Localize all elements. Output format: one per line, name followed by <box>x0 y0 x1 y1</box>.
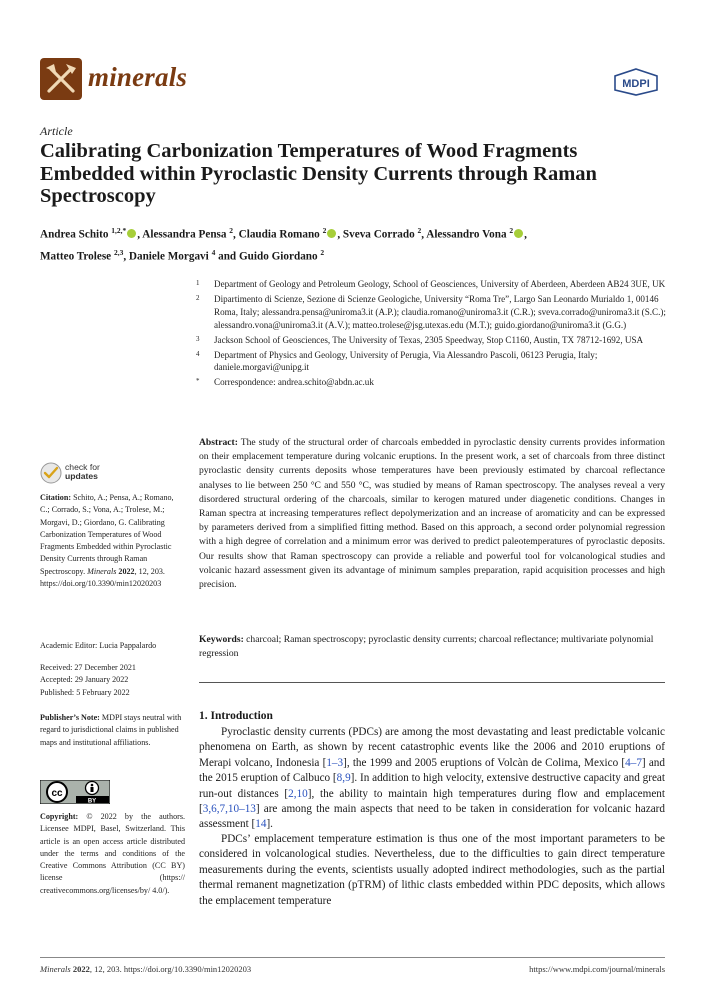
academic-editor: Academic Editor: Lucia Pappalardo <box>40 641 157 650</box>
abstract-text: The study of the structural order of charcoals embedded in pyroclastic density currents provides information on their emplacement temperature during volcanic eruptions. In the present work, a set of charcoals from three distinct pyroclastic density currents deposits whose temperatures have been previously estimated by charcoal reflectance analyses to lie between 250 °C and 550 °C, was studied by means of Raman spectroscopy. The analyses reveal a very disordered structural ordering of the charcoals, similar to kerogen matured under diagenetic conditions. Changes in Raman spectra at increasing temperatures reflect depolymerization and an increase of aromaticity and can be expressed by parameters derived from a simplified fitting method. Based on this approach, a second order polynomial regression with a high degree of correlation and a minimum error was derived to predict paleotemperatures of pyroclastic deposits. Our results show that Raman spectroscopy can provide a reliable and powerful tool for volcanological studies and volcanic hazard assessment given its advantage of minimum samples preparation, rapid acquisition processes and high precision. <box>199 437 665 591</box>
author-affiliation-marker: 2 <box>509 226 514 235</box>
citation-year: 2022 <box>118 566 135 576</box>
keywords <box>199 633 665 661</box>
cc-by-license-icon[interactable] <box>40 780 110 804</box>
check-updates-line1: check for <box>65 462 100 472</box>
author-affiliation-marker: 1,2,* <box>111 226 127 235</box>
author-name: Claudia Romano <box>238 228 323 241</box>
article-title: Calibrating Carbonization Temperatures of Wood Fragments Embedded within Pyroclastic Density Currents through Raman Spectroscopy <box>40 140 597 207</box>
citation-doi[interactable]: , 12, 203. https://doi.org/10.3390/min12020203 <box>40 566 165 589</box>
reference-link[interactable]: 1–3 <box>326 756 344 769</box>
affiliation-number: 2 <box>196 293 200 302</box>
author-name: Alessandra Pensa <box>142 228 230 241</box>
check-for-updates-button[interactable] <box>40 462 160 488</box>
section-divider <box>199 682 665 683</box>
reference-link[interactable]: 14 <box>255 818 267 831</box>
affiliation-item <box>196 376 666 389</box>
check-updates-line2: updates <box>65 471 98 481</box>
accepted-date: Accepted: 29 January 2022 <box>40 675 129 685</box>
reference-link[interactable]: 3,6,7,10–13 <box>202 803 256 816</box>
affiliation-item <box>196 349 666 375</box>
citation-journal: Minerals <box>87 566 117 576</box>
check-updates-icon <box>40 462 62 484</box>
footer-journal-url[interactable]: https://www.mdpi.com/journal/minerals <box>529 964 665 974</box>
publisher-name: MDPI <box>622 78 650 90</box>
author-affiliation-marker: 2 <box>320 247 325 257</box>
author-affiliation-marker: 4 <box>211 247 216 257</box>
affiliation-text: Jackson School of Geosciences, The University of Texas, 2305 Speedway, Stop C1160, Austin, TX 78712-1692, USA <box>214 334 644 345</box>
author-affiliation-marker: 2 <box>229 226 234 235</box>
reference-link[interactable]: 4–7 <box>625 756 642 769</box>
svg-text:cc: cc <box>51 788 63 799</box>
published-date: Published: 5 February 2022 <box>40 687 130 697</box>
author-name: Guido Giordano <box>238 250 321 263</box>
author-name: Andrea Schito <box>40 228 112 241</box>
affiliation-item <box>196 293 666 332</box>
journal-name: minerals <box>88 62 188 92</box>
citation <box>40 492 185 590</box>
orcid-icon[interactable] <box>514 229 523 238</box>
mdpi-logo-icon <box>613 68 659 96</box>
affiliation-item <box>196 278 666 291</box>
citation-text: Schito, A.; Pensa, A.; Romano, C.; Corrado, S.; Vona, A.; Trolese, M.; Morgavi, D.; Giordano, G. Calibrating Carbonization Temperatures of Wood Fragments Embedded within Pyroclastic Density Currents through Raman Spectroscopy. <box>40 493 174 576</box>
author-name: Sveva Corrado <box>342 228 418 241</box>
keywords-label: Keywords: <box>199 634 244 645</box>
article-type: Article <box>40 124 73 138</box>
publication-dates <box>40 662 185 699</box>
cc-by-label: BY <box>87 798 97 804</box>
author-affiliation-marker: 2 <box>322 226 327 235</box>
section-heading: 1. Introduction <box>199 710 273 722</box>
affiliation-text: Correspondence: andrea.schito@abdn.ac.uk <box>214 377 374 388</box>
author-affiliation-marker: 2 <box>417 226 422 235</box>
reference-link[interactable]: 8,9 <box>336 772 351 785</box>
citation-label: Citation: <box>40 493 72 502</box>
received-date: Received: 27 December 2021 <box>40 663 136 672</box>
copyright-text: © 2022 by the authors. Licensee MDPI, Basel, Switzerland. This article is an open access article distributed under the terms and conditions of the Creative Commons Attribution (CC BY) license (https:// creativecommons.org/licenses/by/ 4.0/). <box>40 812 185 895</box>
affiliation-number: * <box>196 377 200 386</box>
author-list: Andrea Schito $^{1,2,*}$ , Alessandra Pensa $^2$, Claudia Romano $^2$ , Sveva Corrado $^2$, Alessandro Vona $^2$ , Matteo Trolese $^{2,3}$, Daniele Morgavi $^4$ and Guido Giordano $^2$ <box>40 226 527 263</box>
publisher-note-text: MDPI stays neutral with regard to jurisdictional claims in published maps and institutional affiliations. <box>40 713 182 747</box>
publisher-note <box>40 712 185 749</box>
affiliation-number: 3 <box>196 334 200 343</box>
orcid-icon[interactable] <box>327 229 336 238</box>
orcid-icon[interactable] <box>127 229 136 238</box>
author-name: Alessandro Vona <box>426 228 510 241</box>
copyright-label: Copyright: <box>40 812 79 821</box>
keywords-text: charcoal; Raman spectroscopy; pyroclastic density currents; charcoal reflectance; multivariate polynomial regression <box>199 634 654 660</box>
footer-journal: Minerals <box>40 964 71 974</box>
publisher-note-label: Publisher’s Note: <box>40 713 100 722</box>
footer-doi[interactable]: , 12, 203. https://doi.org/10.3390/min12020203 <box>89 964 252 974</box>
author-affiliation-marker: 2,3 <box>113 247 124 257</box>
intro-paragraph-2: PDCs’ emplacement temperature estimation is thus one of the most important parameters to be considered in volcanological studies. Nevertheless, due to the difficulties to gain direct temperature measurements during the events, scientists usually adopted indirect methodologies, such as the partial thermal remanent magnetization (pTRM) of lithic clasts embedded within PDC deposits, which allows the emplacement temperature <box>199 833 665 907</box>
footer-year: 2022 <box>72 964 90 974</box>
copyright <box>40 811 185 897</box>
affiliation-item <box>196 334 666 347</box>
affiliation-list <box>196 278 666 391</box>
intro-paragraph-1: Pyroclastic density currents (PDCs) are among the most devastating and least predictable volcanic phenomena on Earth, as shown by recent catastrophic events like the 2006 and 2010 eruptions of Merapi volcano, Indonesia [1–3], the 1999 and 2005 eruptions of Volcàn de Colima, Mexico [4–7] and the 2015 eruption of Calbuco [8,9]. In addition to high velocity, extensive destructive capacity and great run-out distances [2,10], the ability to maintain high temperatures during flow and emplacement [3,6,7,10–13] are among the main aspects that need to be taken in consideration for volcanic hazard assessment [14]. <box>199 726 666 831</box>
affiliation-number: 4 <box>196 349 200 358</box>
affiliation-text: Department of Geology and Petroleum Geology, School of Geosciences, University of Aberdeen, Aberdeen AB24 3UE, UK <box>214 279 666 289</box>
affiliation-text: Department of Physics and Geology, University of Perugia, Via Alessandro Pascoli, 06123 Perugia, Italy; daniele.morgavi@unipg.it <box>214 349 598 373</box>
check-updates-label <box>65 463 100 481</box>
reference-link[interactable]: 2,10 <box>288 787 308 800</box>
abstract-label: Abstract: <box>199 437 238 448</box>
abstract <box>199 436 665 592</box>
journal-logo-icon <box>40 58 82 100</box>
author-name: Daniele Morgavi <box>128 250 212 263</box>
author-name: Matteo Trolese <box>40 250 114 263</box>
footer-citation <box>40 964 251 974</box>
footer-divider <box>40 957 665 958</box>
affiliation-number: 1 <box>196 279 200 287</box>
affiliation-text: Dipartimento di Scienze, Sezione di Scienze Geologiche, University “Roma Tre”, Largo San Leonardo Murialdo 1, 00146 Roma, Italy; alessandra.pensa@uniroma3.it (A.P.); claudia.romano@uniroma3.it (C.R.); sveva.corrado@uniroma3.it (S.C.); alessandro.vona@uniroma3.it (A.V.); matteo.trolese@jsg.utexas.edu (M.T.); guido.giordano@uniroma3.it (G.G.) <box>214 293 666 330</box>
